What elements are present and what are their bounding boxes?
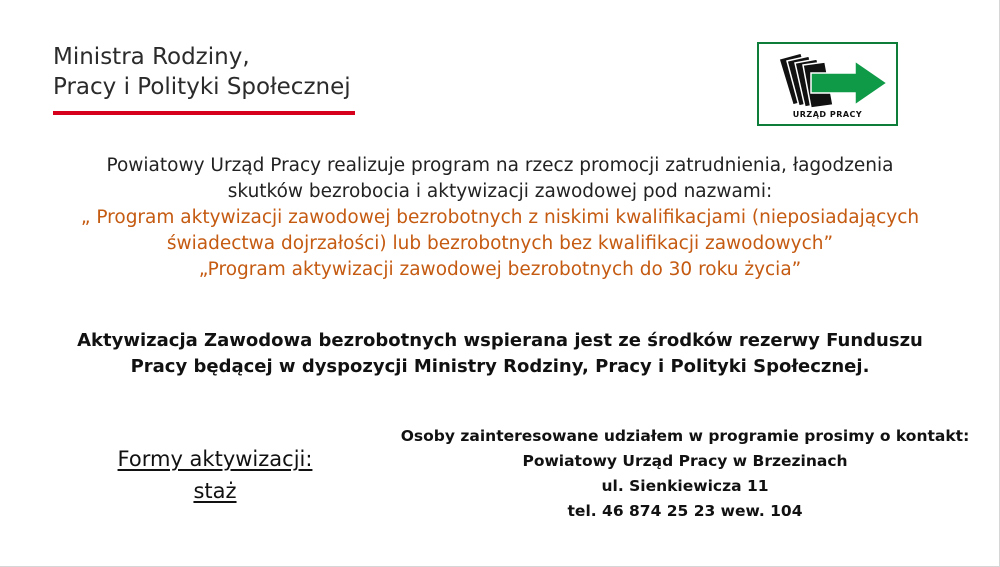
urzad-pracy-logo	[757, 42, 898, 126]
ministry-logo	[53, 42, 358, 115]
contact-phone: tel. 46 874 25 23 wew. 104	[567, 502, 803, 520]
contact-info	[385, 424, 985, 524]
contact-address: ul. Sienkiewicza 11	[601, 477, 769, 495]
funding-statement	[40, 328, 960, 380]
program-1-line-2: świadectwa dojrzałości) lub bezrobotnych bez kwalifikacji zawodowych”	[166, 233, 834, 254]
urzad-pracy-logo-text: URZĄD PRACY	[792, 110, 863, 119]
activation-forms-heading: Formy aktywizacji:	[117, 447, 313, 471]
ministry-logo-line1: Ministra Rodziny,	[53, 44, 250, 70]
stacked-cards-arrow-icon	[763, 47, 894, 109]
program-1-line-1: „ Program aktywizacji zawodowej bezrobotnych z niskimi kwalifikacjami (nieposiadających	[80, 207, 920, 228]
program-2: „Program aktywizacji zawodowej bezrobotnych do 30 roku życia”	[198, 259, 802, 280]
ministry-logo-line2: Pracy i Polityki Społecznej	[53, 74, 351, 100]
funding-line-1: Aktywizacja Zawodowa bezrobotnych wspierana jest ze środków rezerwy Funduszu	[77, 330, 923, 351]
activation-forms	[85, 443, 345, 507]
funding-line-2: Pracy będącej w dyspozycji Ministry Rodziny, Pracy i Polityki Społecznej.	[130, 356, 870, 377]
intro-text	[40, 153, 960, 283]
ministry-red-bar	[53, 111, 355, 115]
contact-office-name: Powiatowy Urząd Pracy w Brzezinach	[522, 452, 848, 470]
intro-line-2: skutków bezrobocia i aktywizacji zawodowej pod nazwami:	[227, 181, 773, 202]
contact-line-1: Osoby zainteresowane udziałem w programie prosimy o kontakt:	[400, 427, 970, 445]
activation-form-item: staż	[193, 479, 237, 503]
intro-line-1: Powiatowy Urząd Pracy realizuje program na rzecz promocji zatrudnienia, łagodzenia	[106, 155, 894, 176]
